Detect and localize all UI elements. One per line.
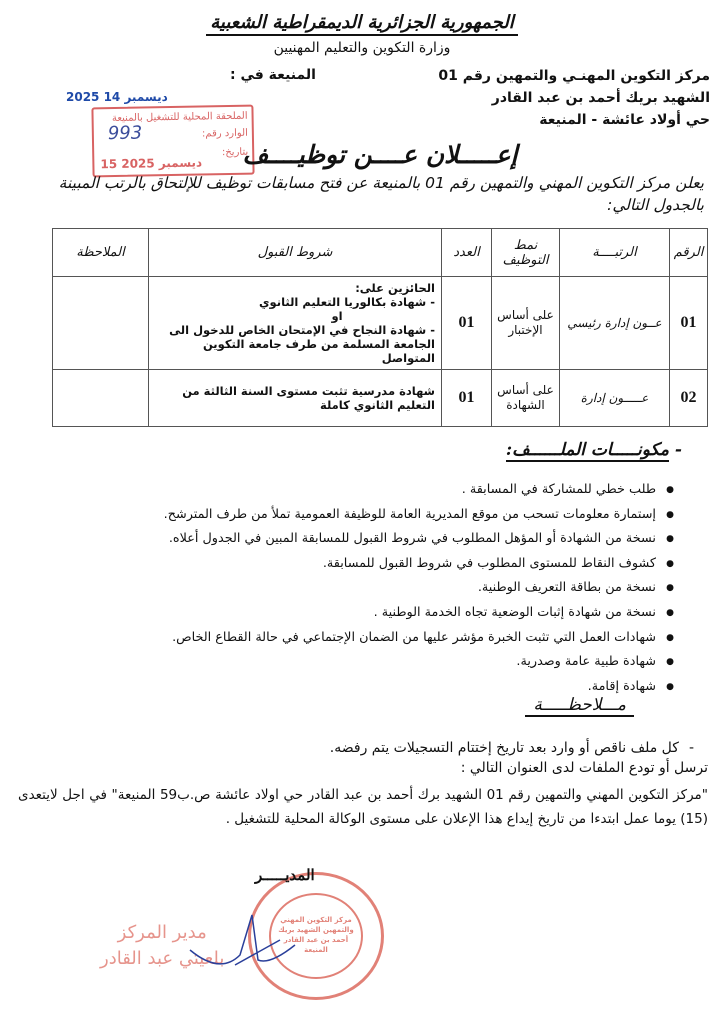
- row-number: 01: [670, 277, 708, 370]
- row-count: 01: [442, 370, 492, 427]
- list-item: ● نسخة من الشهادة أو المؤهل المطلوب في شروط القبول للمسابقة المبين في الجدول أعلاه.: [54, 527, 674, 552]
- seal-text: مركز التكوين المهني والتمهين الشهيد بريك أحمد بن عبد القادر المنيعة: [269, 893, 363, 979]
- header-mode: نمط التوظيف: [492, 229, 560, 277]
- row-note: [53, 277, 149, 370]
- list-item: ● شهادات العمل التي تثبت الخبرة مؤشر عليها من الضمان الإجتماعي في حالة القطاع الخاص.: [54, 626, 674, 651]
- issuing-center: [350, 65, 710, 131]
- republic-title: [0, 12, 724, 33]
- signature-stroke: [190, 915, 295, 965]
- place-date-label: المنيعة في :: [230, 67, 316, 83]
- row-count: 01: [442, 277, 492, 370]
- positions-table: [52, 228, 708, 427]
- list-item: ● شهادة إقامة.: [54, 675, 674, 700]
- ministry-title: وزارة التكوين والتعليم المهنيين: [273, 40, 451, 56]
- table-row: [53, 370, 708, 427]
- row-number: 02: [670, 370, 708, 427]
- submission-address: "مركز التكوين المهني والتمهين رقم 01 الشهيد برك أحمد بن عبد القادر حي اولاد عائشة ص.ب59 المنيعة" في اجل لايتعدى (15) يوما عمل ابتدءا من تاريخ إيداع هذا الإعلان على مستوى الوكالة المحلية للتشغيل .: [18, 787, 709, 827]
- row-conditions: شهادة مدرسية تثبت مستوى السنة الثالثة من التعليم الثانوي كاملة: [149, 370, 442, 427]
- signer-name: بلعيتي عبد القادر: [100, 948, 225, 969]
- file-components-heading: - مكونـــــات الملــــــف:: [505, 440, 682, 460]
- header-count: العدد: [442, 229, 492, 277]
- file-components-heading-text: مكونـــــات الملــــــف:: [505, 440, 670, 460]
- table-header-row: [53, 229, 708, 277]
- header-note: الملاحظة: [53, 229, 149, 277]
- conditions-option-2: - شهادة النجاح في الإمتحان الخاص للدخول الى الجامعة المسلمة من طرف جامعة التكوين المتواصل: [169, 323, 435, 365]
- conditions-intro: الحائزين على:: [355, 281, 435, 295]
- list-item: ● كشوف النقاط للمستوى المطلوب في شروط القبول للمسابقة.: [54, 552, 674, 577]
- header-rank: الرتبــــة: [560, 229, 670, 277]
- republic-title-text: الجمهورية الجزائرية الديمقراطية الشعبية: [206, 12, 517, 36]
- row-mode: على أساس الشهادة: [492, 370, 560, 427]
- center-name: مركز التكوين المهنـي والتمهين رقم 01: [438, 68, 710, 84]
- address-intro: ترسل أو تودع الملفات لدى العنوان التالي :: [460, 760, 708, 776]
- stamp-date: 15 ديسمبر 2025: [100, 155, 203, 172]
- handwritten-signature: [180, 905, 300, 985]
- list-item: ● شهادة طبية عامة وصدرية.: [54, 650, 674, 675]
- list-item: ● نسخة من شهادة إثبات الوضعية تجاه الخدمة الوطنية .: [54, 601, 674, 626]
- note-text: -كل ملف ناقص أو وارد بعد تاريخ إختتام التسجيلات يتم رفضه.: [329, 740, 694, 756]
- stamp-agency: الملحقة المحلية للتشغيل بالمنيعة: [111, 110, 248, 125]
- stamp-number: 993: [107, 122, 143, 145]
- signer-role: مدير المركز: [117, 922, 207, 943]
- row-rank: عـــــون إدارة: [560, 370, 670, 427]
- center-location: حي أولاد عائشة - المنيعة: [539, 112, 710, 128]
- conditions-option-1: - شهادة بكالوريا التعليم الثانوي: [259, 295, 435, 309]
- center-martyr-name: الشهيد بريك أحمد بن عبد القادر: [491, 90, 710, 106]
- header-conditions: شروط القبول: [149, 229, 442, 277]
- row-conditions: [149, 277, 442, 370]
- note-text-body: كل ملف ناقص أو وارد بعد تاريخ إختتام التسجيلات يتم رفضه.: [329, 740, 679, 756]
- stamp-incoming-label: الوارد رقم:: [201, 127, 248, 140]
- announcement-intro: يعلن مركز التكوين المهني والتمهين رقم 01 بالمنيعة عن فتح مسابقات توظيف للإلتحاق بالرتب المبينة بالجدول التالي:: [58, 174, 704, 214]
- row-note: [53, 370, 149, 427]
- announcement-title: إعـــــلان عــــن توظيــــف: [242, 140, 518, 169]
- handwritten-date: 2025 ديسمبر 14: [66, 90, 168, 104]
- row-mode: على أساس الإختبار: [492, 277, 560, 370]
- file-components-list: [54, 478, 674, 699]
- note-heading: [525, 695, 634, 715]
- stamp-date-label: بتاريخ:: [221, 146, 249, 159]
- list-item: ● طلب خطي للمشاركة في المسابقة .: [54, 478, 674, 503]
- table-row: [53, 277, 708, 370]
- director-title: المديـــــر: [255, 866, 315, 884]
- header-number: الرقم: [670, 229, 708, 277]
- row-rank: عــون إدارة رئيسي: [560, 277, 670, 370]
- note-heading-text: مـــلاحظـــــة: [525, 695, 634, 717]
- conditions-or: او: [331, 309, 343, 323]
- list-item: ● إستمارة معلومات تسحب من موقع المديرية العامة للوظيفة العمومية تملأ من طرف المترشح.: [54, 503, 674, 528]
- list-item: ● نسخة من بطاقة التعريف الوطنية.: [54, 576, 674, 601]
